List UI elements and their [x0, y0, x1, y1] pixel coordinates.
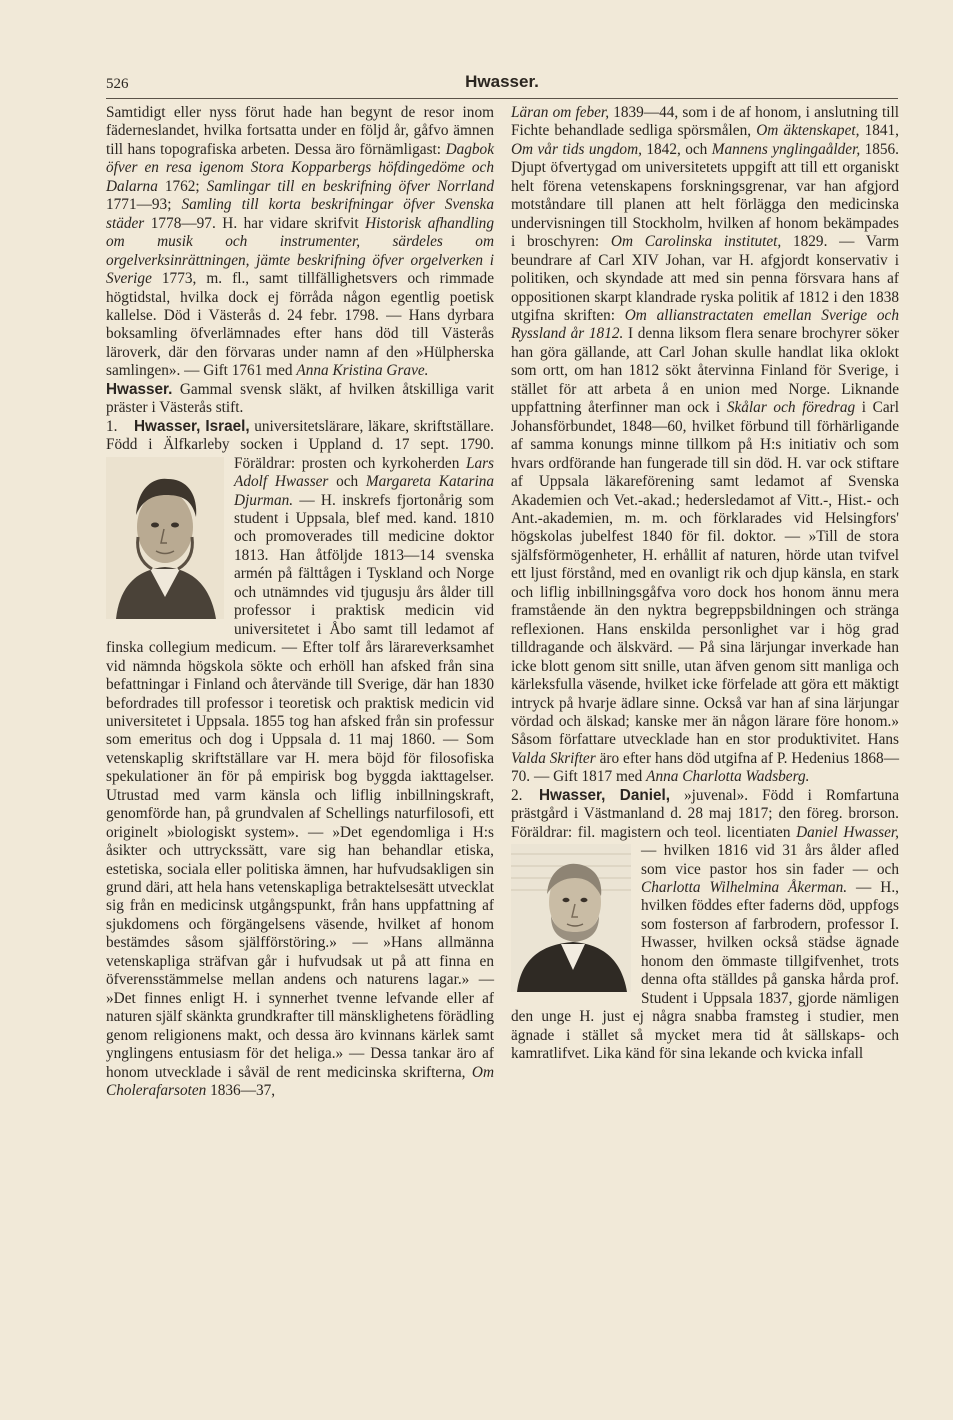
paragraph	[511, 104, 899, 787]
entry-number: 1.	[106, 417, 118, 435]
page-header	[106, 72, 898, 96]
work-title: Skålar och föredrag	[726, 399, 856, 417]
text: I denna liksom flera senare brochyrer söker han göra gällande, att Carl Johan skulle handlat lika oklokt som ortt, om han 1812 sökt återvinna Finland för Sverige, i stället för att arbeta å en union med Norge. Liknande uppfattning återfinner man ock i	[511, 325, 899, 417]
text: i Carl Johansförbundet, 1848—60, hvilket förbund till förhärligande af samma konungs minne tillkom på H:s initiativ och som hvars ordförande han fungerade till sin död. H. var ock stiftare af Uppsala läkareförening samt ledamot af Svenska Akademien och Vet.-akad.; hedersledamot af Vitt.-, Hist.- och Ant.-akademien, m. m. och förklarades vid Helsingfors' högskolas jubelfest 1840 för fil. doktor. — »Till de stora själfsförmögenheter, H. erhållit af naturen, hörde utan tvifvel ett ljust förstånd, med en ovanligt rik och djup känsla, en stark och liflig inbillningsgåfva voro dock hos honom ännu mera framstående än den nyktra begreppsbildningen och stränga reflexionen. Hans enskilda personlighet var i hög grad tilldragande och älskvärd. — På sina lärjungar inverkade han icke blott genom sitt snille, utan äfven genom sitt manliga och kärleksfulla väsende, hvilket icke förfelade att göra ett mäktigt intryck på hvarje ädlare sinne. Också var han af sina lärjungar vördad och älskad; kanske mer än någon lärare före honom.» Såsom författare utvecklade han en stor produktivitet. Hans	[511, 399, 899, 749]
text: — H., hvilken föddes efter faderns död, uppfogs som fosterson af farbrodern, professor I. Hwasser, hvilken också städse ägnade honom den ömmaste tillgifvenhet, trots denna ofta ställdes på ganska hårda prof. Student i Uppsala 1837, gjorde nämligen den unge H. just ej några snabba framsteg i studier, men ägnade i stället så mycket mera tid åt sällskaps- och kamratlifvet. Lika känd för sina lekande och kvicka infall	[511, 879, 899, 1063]
work-title: Dagbok öfver en resa igenom Stora Kopparbergs höfdingedöme och Dalarna	[106, 140, 494, 195]
entry-number: 2.	[511, 786, 523, 804]
work-title: Mannens ynglingaålder,	[711, 140, 861, 158]
work-title: Om Cholerafarsoten	[106, 1063, 494, 1100]
text: 1836—37,	[206, 1082, 276, 1100]
page-number: 526	[106, 76, 129, 92]
text: äro efter hans död utgifna af P. Hedenius 1868—70. — Gift 1817 med	[511, 749, 899, 786]
work-title: Samling till korta beskrifningar öfver Svenska städer	[106, 196, 494, 232]
mother-name: Charlotta Wilhelmina Åkerman.	[641, 879, 848, 897]
work-title: Valda Skrifter	[511, 749, 596, 767]
biography-entry-1	[106, 418, 494, 1101]
text: — H. inskrefs fjortonårig som student i Uppsala, blef med. kand. 1810 och promoverades till medicine doktor 1813. Han åtföljde 1813—14 svenska armén på fälttågen i Tyskland och Norge och utnämndes vid tjugusju års ålder till professor i praktisk medicin vid universitetet i Åbo samt till ledamot af finska collegium medicum. — Efter tolf års lärareverksamhet vid nämnda högskola sökte och erhöll han afsked från sina befattningar i Finland och återvände till Sverige, där han 1830 befordrades till professor i teoretisk och praktisk medicin vid universitetet i Uppsala. 1855 tog han afsked från sin professur som emeritus och dog i Uppsala d. 11 maj 1860. — Som vetenskaplig skriftställare var H. mera böjd för filosofiska spekulationer än för på empirisk bog byggda iakttagelser. Utrustad med varm känsla och liflig inbillningskraft, genomförde han, på grundvalen af Schellings naturfilosofi, ett originelt »biologiskt system». — »Det egendomliga i H:s åsikter och uttryckssätt, vare sig han behandlar etiska, estetiska, sociala eller politiska ämnen, har hufvudsakligen sin grund däri, att hela hans vetenskapliga betraktelsesätt utvecklat sig från en medicinsk utgångspunkt, från hans uppfattning af sjukdomens och förgängelsens väsende, hvilket af honom bestämdes såsom själfförstöring.» — »Hans allmänna vetenskapliga sträfvan går i hufvudsak ut på att finna en öfverensstämmelse mellan andens och naturens lagar.» — »Det finnes enligt H. i synnerhet tvenne lefvande eller af naturen själf skänkta grundkrafter till mänsklighetens förädling genom religionens makt, och dessa äro kvinnans kärlek samt ynglingens entusiasm för det heliga.» — Dessa tankar äro af honom utvecklade i såväl de rent medicinska skrifterna,	[106, 491, 494, 1081]
text: 1778—97. H. har vidare skrifvit	[144, 214, 366, 232]
father-name: Lars Adolf Hwasser	[234, 454, 494, 491]
work-title: Om allianstractaten emellan Sverige och Ryssland år 1812.	[511, 306, 899, 343]
work-title: Om vår tids ungdom,	[511, 140, 642, 158]
text: 1839—44, som i de af honom, i anslutning till Fichte behandlade sedliga spörsmålen,	[511, 104, 899, 140]
right-column	[511, 104, 899, 1064]
family-entry	[106, 381, 494, 418]
entry-headword: Hwasser, Israel,	[134, 417, 250, 435]
work-title: Samlingar till en beskrifning öfver Norrland	[206, 177, 494, 195]
text: 1842, och	[641, 140, 712, 158]
spouse-name: Anna Kristina Grave.	[296, 362, 429, 380]
family-headword: Hwasser.	[106, 380, 173, 398]
biography-entry-2	[511, 787, 899, 1064]
mother-name: Margareta Katarina Djurman.	[234, 473, 494, 509]
left-column	[106, 104, 494, 1100]
text: 1841,	[859, 122, 899, 140]
text: 1771—93;	[106, 196, 182, 214]
work-title: Historisk afhandling om musik och instrumenter, särdeles om orgelverksinrättningen, jämte beskrifning öfver orgelverken i Sverige	[106, 214, 494, 288]
portrait-daniel-hwasser	[511, 844, 631, 992]
work-title: Om Carolinska institutet,	[610, 233, 782, 251]
work-title: Om äktenskapet,	[756, 122, 860, 140]
paragraph	[106, 104, 494, 381]
spouse-name: Anna Charlotta Wadsberg.	[646, 768, 810, 786]
entry-headword: Hwasser, Daniel,	[539, 786, 670, 804]
text: 1762;	[157, 177, 207, 195]
text: och	[328, 473, 366, 491]
text: 1773, m. fl., samt tillfällighetsvers och rimmade högtidstal, hvilka dock ej förråda någon egentlig poetisk kallelse. Död i Västerås d. 24 febr. 1798. — Hans dyrbara boksamling öfverlämnades efter hans död till Västerås läroverk, där den förvaras under namn af den »Hülpherska samlingen». — Gift 1761 med	[106, 270, 494, 380]
work-title: Läran om feber,	[511, 104, 610, 121]
text: Samtidigt eller nyss förut hade han begynt de resor inom fäderneslandet, hvilka fortsatta under en följd år, gåfvo ämnen till hans topografiska arbeten. Dessa äro förnämligast:	[106, 104, 494, 158]
father-name: Daniel Hwasser,	[796, 823, 899, 841]
running-head: Hwasser.	[465, 72, 539, 91]
text: 1829. — Varm beundrare af Carl XIV Johan, var H. afgjordt konservativ i politiken, och skyndade att med sin penna försvara hans af oppositionen skarpt klandrade ryska politik af 1812 i den 1838 utgifna skriften:	[511, 233, 900, 324]
header-rule	[106, 98, 898, 99]
text: 1856. Djupt öfvertygad om universitetets uppgift att till ett organiskt helt förena vetenskapens forskningsgrenar, var han afgjord motståndare till planen att helt förlägga den medicinska undervisningen till Stockholm, hvilken af honom bekämpades i broschyren:	[511, 140, 899, 251]
text: — hvilken 1816 vid 31 års ålder afled som vice pastor hos sin fader — och	[641, 842, 899, 878]
text: Gammal svensk släkt, af hvilken åtskilliga varit präster i Västerås stift.	[106, 380, 494, 417]
text: universitetslärare, läkare, skriftställare. Född i Älfkarleby socken i Uppland d. 17 sept. 1790. Föräldrar: prosten och kyrkoherden	[106, 417, 495, 472]
text: »juvenal». Född i Romfartuna prästgård i Västmanland d. 28 maj 1817; den föreg. brorson. Föräldrar: fil. magistern och teol. licentiaten	[511, 786, 899, 841]
portrait-israel-hwasser	[106, 457, 224, 619]
